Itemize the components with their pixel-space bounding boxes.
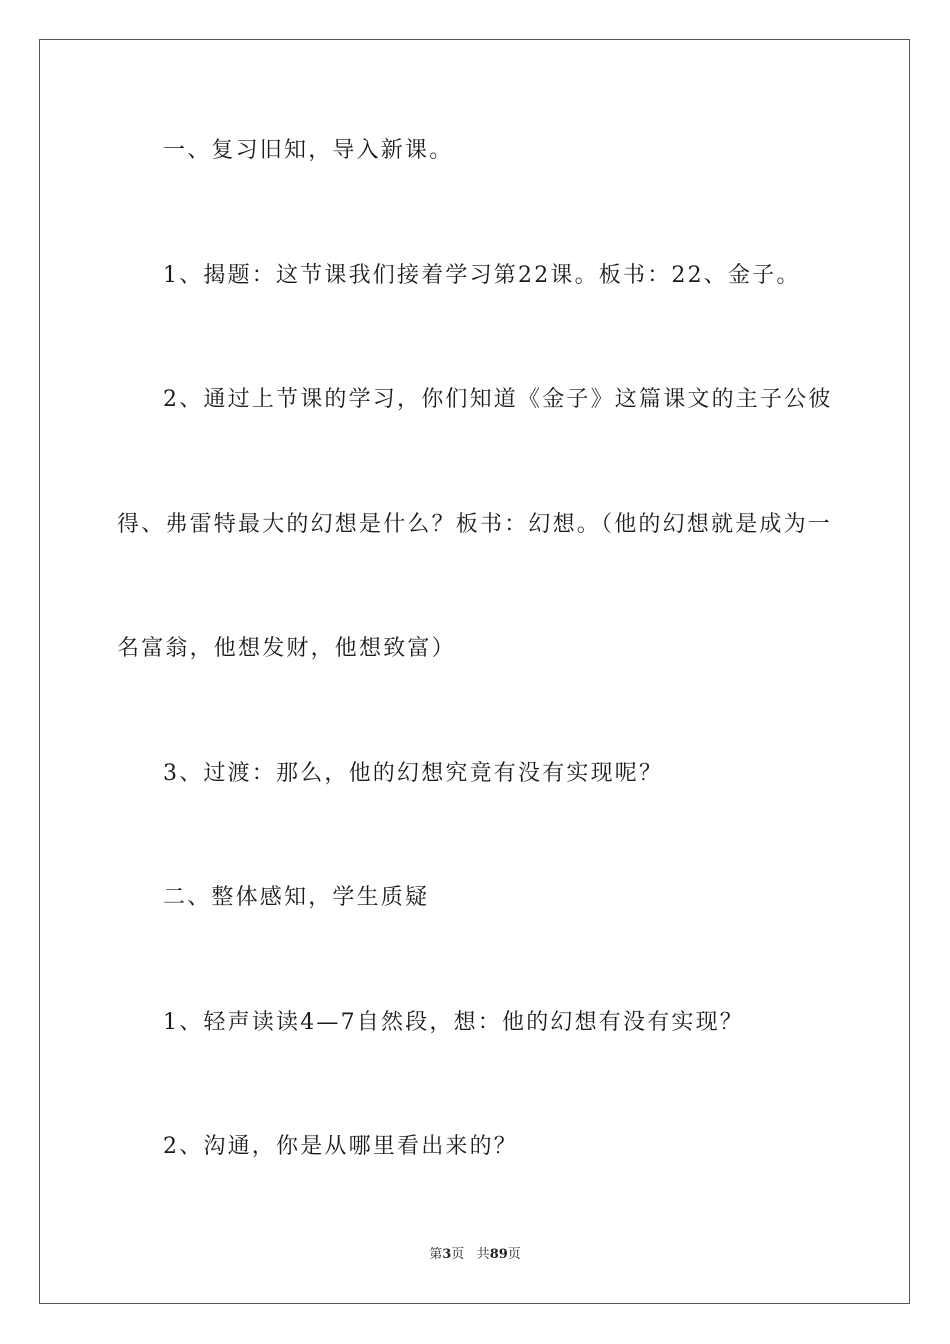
paragraph-2-line-2: 得、弗雷特最大的幻想是什么？板书：幻想。（他的幻想就是成为一 bbox=[117, 512, 833, 537]
current-page-number: 3 bbox=[442, 1247, 452, 1262]
footer-total-suffix: 页 bbox=[507, 1247, 521, 1262]
footer-page-suffix: 页 bbox=[451, 1247, 465, 1262]
paragraph-2-line-3: 名富翁，他想发财，他想致富） bbox=[117, 636, 456, 661]
paragraph-3: 3、过渡：那么，他的幻想究竟有没有实现呢？ bbox=[163, 761, 664, 786]
paragraph-4: 1、轻声读读4—7自然段，想：他的幻想有没有实现？ bbox=[163, 1010, 744, 1035]
paragraph-5: 2、沟通，你是从哪里看出来的？ bbox=[163, 1134, 518, 1159]
heading-overview: 二、整体感知，学生质疑 bbox=[163, 885, 430, 910]
paragraph-1: 1、揭题：这节课我们接着学习第22课。板书：22、金子。 bbox=[163, 263, 801, 288]
total-page-count: 89 bbox=[489, 1247, 508, 1262]
page-footer bbox=[0, 1246, 950, 1264]
heading-review: 一、复习旧知，导入新课。 bbox=[163, 138, 454, 163]
footer-total-prefix: 共 bbox=[476, 1247, 490, 1262]
paragraph-2-line-1: 2、通过上节课的学习，你们知道《金子》这篇课文的主子公彼 bbox=[163, 387, 833, 412]
footer-prefix: 第 bbox=[429, 1247, 443, 1262]
page-border bbox=[39, 39, 910, 1304]
